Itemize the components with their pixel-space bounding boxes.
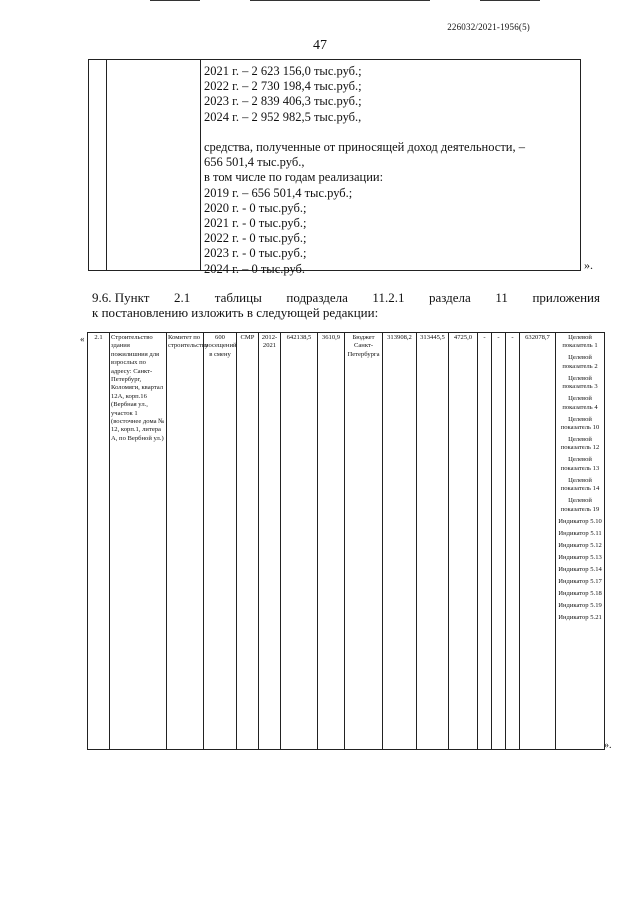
finance-line: 2022 г. - 0 тыс.руб.; — [204, 231, 307, 246]
top-edge-line — [250, 0, 430, 1]
finance-line: 2021 г. - 0 тыс.руб.; — [204, 216, 307, 231]
closing-quote: ». — [604, 740, 612, 751]
indicator-item: Целевой показатель 12 — [560, 436, 600, 452]
paragraph-word: раздела — [429, 290, 471, 305]
cell-total: 632078,7 — [520, 333, 556, 750]
finance-line: 2021 г. – 2 623 156,0 тыс.руб.; — [204, 64, 362, 78]
document-id: 226032/2021-1956(5) — [447, 22, 530, 32]
finance-line: в том числе по годам реализации: — [204, 170, 384, 185]
indicator-item: Индикатор 5.13 — [558, 553, 602, 561]
cell-customer: Комитет по строительству — [167, 333, 204, 750]
cell-value-1: 313908,2 — [383, 333, 417, 750]
indicator-item: Индикатор 5.19 — [558, 601, 602, 609]
cell-dash: - — [492, 333, 506, 750]
indicator-item: Целевой показатель 14 — [560, 476, 600, 493]
paragraph-word: 2.1 — [173, 290, 191, 305]
indicator-item: Индикатор 5.10 — [558, 517, 602, 525]
table-column-divider — [200, 60, 201, 270]
cell-indicators — [556, 333, 605, 750]
table-column-divider — [106, 60, 107, 270]
cell-value-2: 313445,5 — [417, 333, 449, 750]
finance-line — [204, 125, 525, 140]
cell-number: 2.1 — [88, 333, 110, 750]
indicator-item: Индикатор 5.14 — [558, 565, 602, 573]
finance-line: 2023 г. – 2 839 406,3 тыс.руб.; — [204, 94, 362, 109]
indicator-item: Целевой показатель 10 — [560, 415, 600, 432]
finance-line: 656 501,4 тыс.руб., — [204, 155, 305, 170]
cell-value-3: 4725,0 — [449, 333, 478, 750]
cell-work-type: СМР — [237, 333, 259, 750]
cell-object: Строительство здания пожилишния для взрослых по адресу: Санкт-Петербург, Коломяги, квартал 12А, корп.16 (Вербная ул., участок 1 (восточнее дома № 12, корп.1, литера А, по Вербной ул.) — [110, 333, 167, 750]
cell-cost-total: 642138,5 — [281, 333, 318, 750]
construction-table — [87, 332, 605, 750]
indicator-item: Целевой показатель 1 — [562, 334, 598, 350]
cell-dash: - — [506, 333, 520, 750]
paragraph-line-1 — [92, 290, 600, 306]
finance-line: 2024 г. – 2 952 982,5 тыс.руб., — [204, 109, 362, 124]
indicator-item: Индикатор 5.11 — [558, 529, 602, 537]
indicator-item: Целевой показатель 3 — [562, 374, 598, 391]
indicator-item: Индикатор 5.12 — [558, 541, 602, 549]
finance-line: 2020 г. - 0 тыс.руб.; — [204, 200, 307, 215]
finance-line: 2022 г. – 2 730 198,4 тыс.руб.; — [204, 79, 362, 94]
paragraph-word: подраздела — [286, 290, 348, 305]
cell-source: Бюджет Санкт-Петербурга — [345, 333, 383, 750]
cell-cost-prev: 3610,9 — [318, 333, 345, 750]
paragraph-word: 9.6. Пункт — [92, 290, 150, 305]
indicator-item: Индикатор 5.18 — [558, 589, 602, 597]
indicator-item: Индикатор 5.21 — [558, 613, 602, 621]
top-edge-line — [150, 0, 200, 1]
paragraph-word: 11.2.1 — [372, 290, 405, 305]
finance-line: 2024 г. – 0 тыс.руб. — [204, 261, 306, 276]
paragraph-word: приложения — [532, 290, 600, 305]
table-row — [88, 333, 605, 750]
indicator-item: Целевой показатель 13 — [560, 456, 600, 472]
top-edge-line — [480, 0, 540, 1]
cell-capacity: 600 посещений в смену — [204, 333, 237, 750]
cell-dash: - — [478, 333, 492, 750]
finance-line: 2019 г. – 656 501,4 тыс.руб.; — [204, 185, 353, 200]
indicator-item: Целевой показатель 19 — [560, 497, 600, 513]
indicator-item: Индикатор 5.17 — [558, 577, 602, 585]
finance-line: средства, полученные от приносящей доход деятельности, – — [204, 140, 525, 154]
indicator-item: Целевой показатель 2 — [562, 354, 598, 370]
page-number: 47 — [313, 38, 327, 53]
paragraph-word: 11 — [495, 290, 508, 305]
cell-period: 2012-2021 — [259, 333, 281, 750]
finance-line: 2023 г. - 0 тыс.руб.; — [204, 246, 307, 261]
closing-quote: ». — [584, 258, 593, 272]
indicator-item: Целевой показатель 4 — [562, 395, 598, 411]
finance-lines — [204, 64, 525, 277]
opening-quote: « — [80, 334, 85, 344]
paragraph-word: таблицы — [214, 290, 262, 305]
paragraph-line-2: к постановлению изложить в следующей редакции: — [92, 305, 379, 320]
